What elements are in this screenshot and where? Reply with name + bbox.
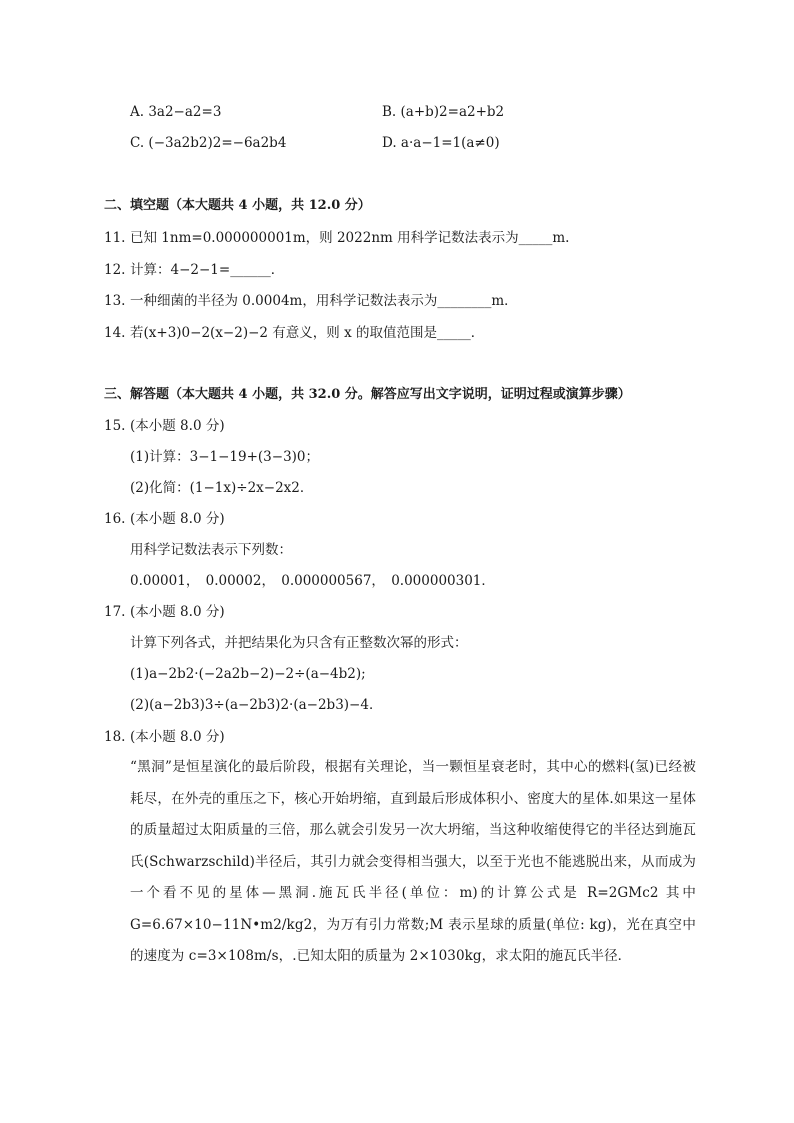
question-text: 若(x+3)0−2(x−2)−2 有意义，则 x 的取值范围是_____． (130, 325, 485, 341)
question-text: 已知 1nm=0.000000001m，则 2022nm 用科学记数法表示为_____m. (130, 230, 570, 246)
question-score: (本小题 8.0 分) (130, 729, 225, 745)
question-number: 13. (104, 293, 126, 309)
question-number: 11. (104, 230, 126, 246)
question-paragraph: “黑洞”是恒星演化的最后阶段，根据有关理论，当一颗恒星衰老时，其中心的燃料(氢)已经被耗尽，在外壳的重压之下，核心开始坍缩，直到最后形成体积小、密度大的星体.如果这一星体的质量超过太阳质量的三倍，那么就会引发另一次大坍缩，当这种收缩使得它的半径达到施瓦氏(Schwarzschild)半径后，其引力就会变得相当强大，以至于光也不能逃脱出来，从而成为一个看不见的星体—黑洞.施瓦氏半径(单位：m)的计算公式是 R=2GMc2 其中G=6.67×10−11N•m2/kg2，为万有引力常数;M 表示星球的质量(单位: kg)，光在真空中的速度为 c=3×108m/s，.已知太阳的质量为 2×1030kg，求太阳的施瓦氏半径． (130, 759, 696, 964)
question-score: (本小题 8.0 分) (130, 604, 225, 620)
question-number: 15. (104, 418, 126, 434)
question-line: 0.00001， 0.00002， 0.000000567， 0.000000301． (130, 573, 495, 589)
option-c: C. (−3a2b2)2=−6a2b4 (130, 135, 287, 151)
section-title-solve: 三、解答题（本大题共 4 小题，共 32.0 分。解答应写出文字说明，证明过程或演算步骤） (104, 387, 631, 402)
question-number: 16. (104, 511, 126, 527)
question-line: (2)化简：(1−1x)÷2x−2x2． (130, 480, 314, 496)
question-line: (1)a−2b2·(−2a2b−2)−2÷(a−4b2); (130, 666, 366, 682)
question-line: (2)(a−2b3)3÷(a−2b3)2·(a−2b3)−4． (130, 697, 383, 713)
question-number: 18. (104, 729, 126, 745)
question-text: 计算：4−2−1=______． (130, 262, 285, 278)
option-d: D. a·a−1=1(a≠0) (382, 135, 500, 151)
question-score: (本小题 8.0 分) (130, 418, 225, 434)
question-score: (本小题 8.0 分) (130, 511, 225, 527)
question-text: 一种细菌的半径为 0.0004m，用科学记数法表示为________m． (130, 293, 518, 309)
question-number: 17. (104, 604, 126, 620)
question-number: 12. (104, 262, 126, 278)
option-b: B. (a+b)2=a2+b2 (382, 104, 505, 120)
question-number: 14. (104, 325, 126, 341)
question-line: (1)计算：3−1−19+(3−3)0； (130, 449, 320, 465)
section-title-fill-blank: 二、填空题（本大题共 4 小题，共 12.0 分） (104, 198, 371, 213)
question-line: 计算下列各式，并把结果化为只含有正整数次幂的形式： (130, 635, 468, 651)
option-a: A. 3a2−a2=3 (130, 104, 222, 120)
question-line: 用科学记数法表示下列数： (130, 542, 292, 558)
